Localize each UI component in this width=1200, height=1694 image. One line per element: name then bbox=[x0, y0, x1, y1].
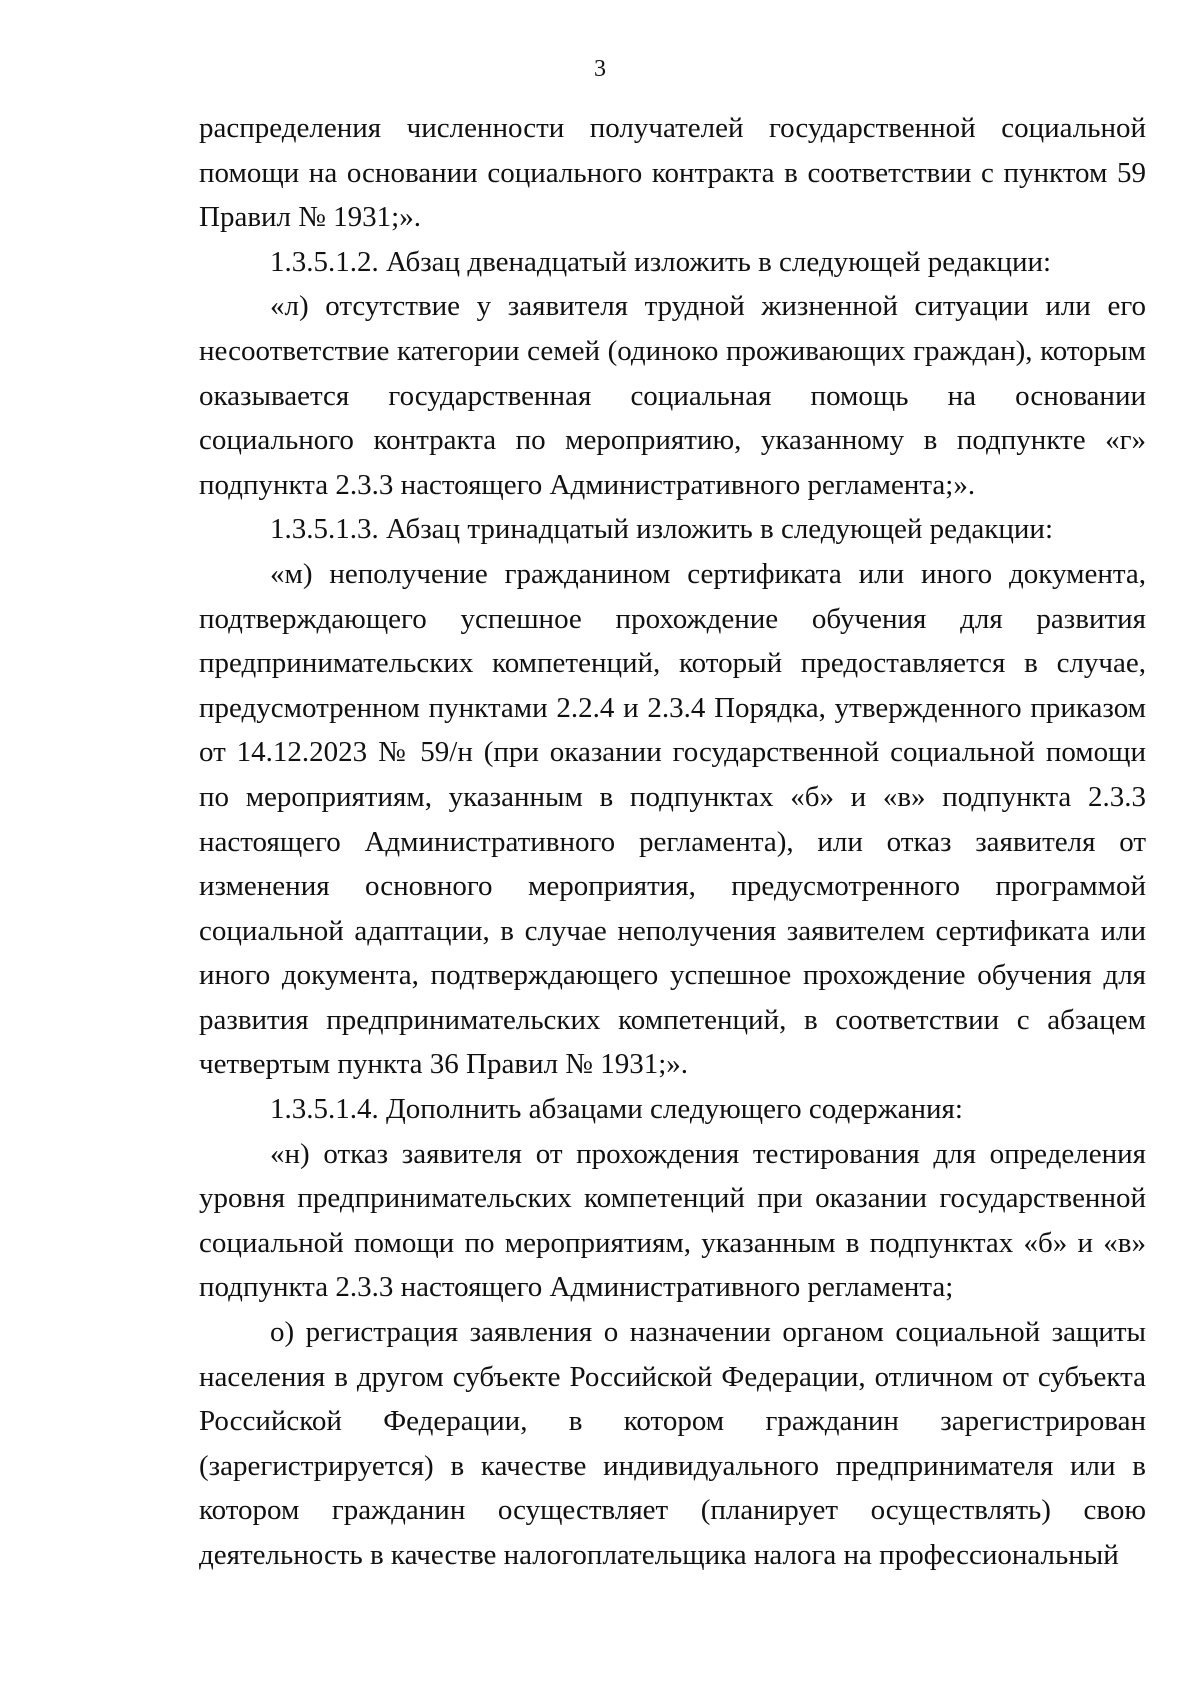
paragraph-item-1-3-5-1-3: 1.3.5.1.3. Абзац тринадцатый изложить в следующей редакции: bbox=[270, 513, 1053, 546]
paragraph-quote-l: «л) отсутствие у заявителя трудной жизненной ситуации или его несоответствие категории семей (одиноко проживающих граждан), которым оказывается государственная социальная помощь на основании социального контракта по мероприятию, указанному в подпункте «г» подпункта 2.3.3 настоящего Административного регламента;». bbox=[199, 290, 1146, 501]
paragraph-item-o: о) регистрация заявления о назначении органом социальной защиты населения в другом субъекте Российской Федерации, отличном от субъекта Российской Федерации, в котором гражданин зарегистрирован (зарегистрируется) в качестве индивидуального предпринимателя или в котором гражданин осуществляет (планирует осуществлять) свою деятельность в качестве налогоплательщика налога на профессиональный bbox=[199, 1316, 1146, 1571]
paragraph-item-1-3-5-1-4: 1.3.5.1.4. Дополнить абзацами следующего содержания: bbox=[270, 1093, 963, 1126]
paragraph-quote-n: «н) отказ заявителя от прохождения тестирования для определения уровня предпринимательских компетенций при оказании государственной социальной помощи по мероприятиям, указанным в подпунктах «б» и «в» подпункта 2.3.3 настоящего Административного регламента; bbox=[199, 1137, 1146, 1304]
paragraph-quote-m: «м) неполучение гражданином сертификата или иного документа, подтверждающего успешное прохождение обучения для развития предпринимательских компетенций, который предоставляется в случае, предусмотренном пунктами 2.2.4 и 2.3.4 Порядка, утвержденного приказом от 14.12.2023 № 59/н (при оказании государственной социальной помощи по мероприятиям, указанным в подпунктах «б» и «в» подпункта 2.3.3 настоящего Административного регламента), или отказ заявителя от изменения основного мероприятия, предусмотренного программой социальной адаптации, в случае неполучения заявителем сертификата или иного документа, подтверждающего успешное прохождение обучения для развития предпринимательских компетенций, в соответствии с абзацем четвертым пункта 36 Правил № 1931;». bbox=[199, 557, 1146, 1081]
page-number: 3 bbox=[594, 56, 606, 82]
paragraph-continuation: распределения численности получателей государственной социальной помощи на основании социального контракта в соответствии с пунктом 59 Правил № 1931;». bbox=[199, 112, 1146, 234]
paragraph-item-1-3-5-1-2: 1.3.5.1.2. Абзац двенадцатый изложить в следующей редакции: bbox=[270, 245, 1052, 278]
document-body bbox=[199, 106, 1146, 1578]
